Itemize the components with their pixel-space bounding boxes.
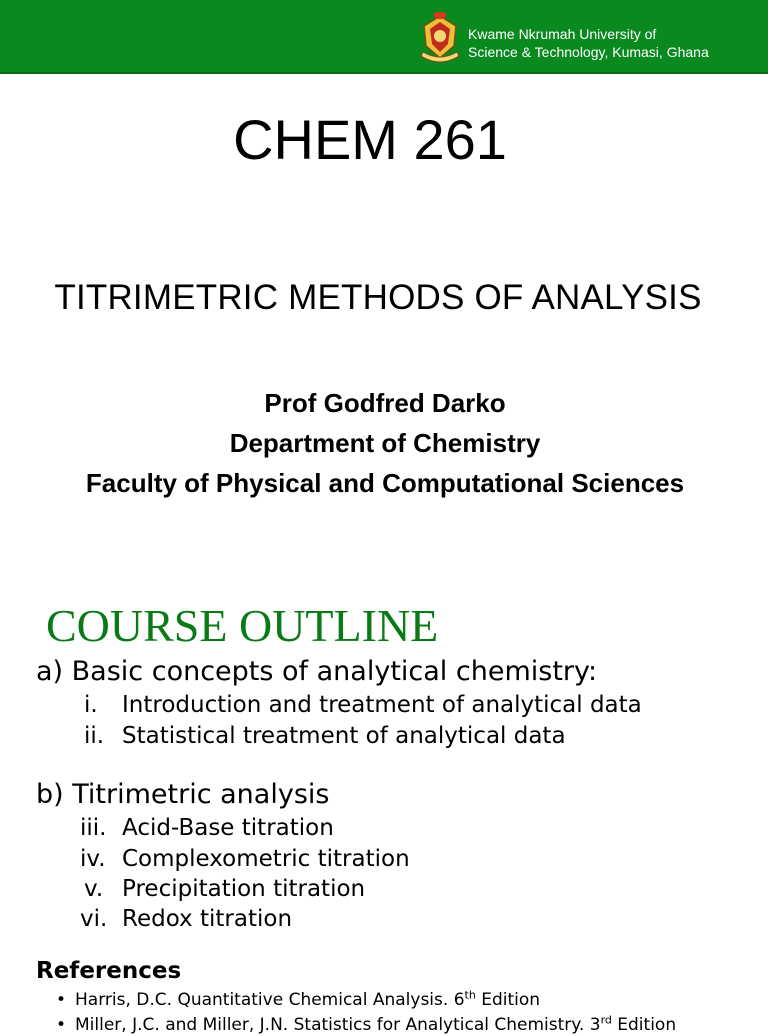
item-text: Redox titration [122,906,293,932]
reference-edition-suffix: rd [600,1013,612,1027]
item-number: iv. [80,846,106,872]
item-number: vi. [80,906,108,932]
section-a-label: a) Basic concepts of analytical chemistry: [36,656,598,687]
reference-edition: Edition [475,990,541,1010]
item-text: Precipitation titration [122,876,366,902]
references-heading: References [36,958,182,984]
university-header-bar [0,0,768,74]
reference-text: Harris, D.C. Quantitative Chemical Analysis. 6 [75,990,465,1010]
outline-title: COURSE OUTLINE [46,600,439,651]
item-number: i. [84,692,98,718]
course-title: TITRIMETRIC METHODS OF ANALYSIS [54,278,702,317]
section-b-label: b) Titrimetric analysis [36,779,330,810]
department-name: Department of Chemistry [229,428,541,458]
reference-edition: Edition [611,1015,677,1035]
faculty-name: Faculty of Physical and Computational Sciences [85,468,685,498]
item-text: Complexometric titration [122,846,410,872]
course-outline-slide [0,562,768,1035]
university-line-1: Kwame Nkrumah University of [468,26,657,42]
item-text: Statistical treatment of analytical data [122,723,566,749]
item-number: ii. [84,723,105,749]
university-name [468,25,709,61]
course-code: CHEM 261 [233,108,507,171]
bullet: • [56,990,67,1010]
item-text: Acid-Base titration [122,815,334,841]
lecturer-name: Prof Godfred Darko [264,388,506,418]
reference-edition-suffix: th [464,988,476,1002]
item-number: v. [84,876,104,902]
university-crest-icon [418,12,462,66]
bullet: • [56,1015,67,1035]
reference-text: Miller, J.C. and Miller, J.N. Statistics for Analytical Chemistry. 3 [75,1015,601,1035]
item-text: Introduction and treatment of analytical data [122,692,642,718]
item-number: iii. [80,815,107,841]
university-line-2: Science & Technology, Kumasi, Ghana [468,44,709,60]
